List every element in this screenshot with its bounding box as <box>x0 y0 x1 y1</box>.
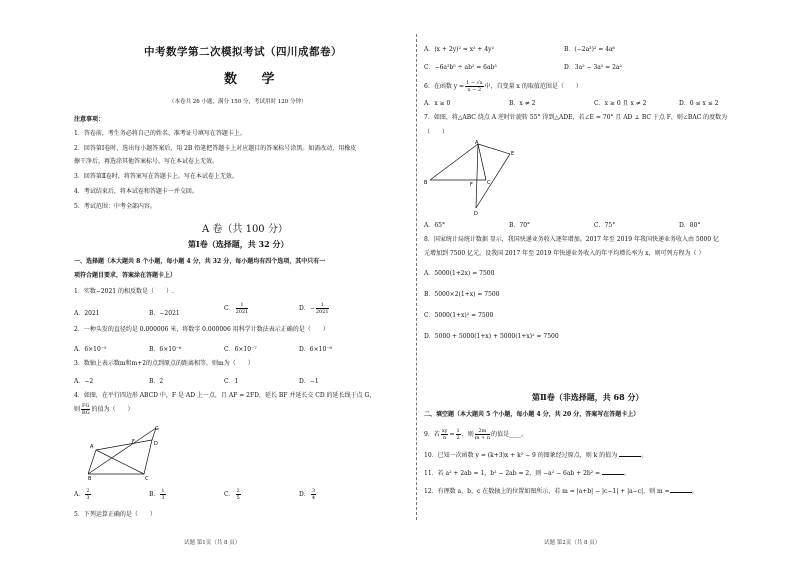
q4-option-d: D． $\frac{3}{4}$ <box>299 488 315 501</box>
q7-label-a: A <box>475 140 479 146</box>
q8-option-b: B．5000×2(1+x) = 7500 <box>424 291 500 298</box>
q7-option-d: D．80° <box>679 222 701 229</box>
section2-heading: 二、填空题（本大题共 5 个小题，每小题 4 分，共 20 分，答案写在答题卡上） <box>424 411 640 418</box>
q7-option-c: C．75° <box>594 222 616 229</box>
q4-label-d: D <box>154 441 158 447</box>
q8-option-a: A．5000(1+2x) = 7500 <box>424 270 495 277</box>
q2-option-b: B．6×10⁻⁶ <box>149 346 182 353</box>
q4-label-c: C <box>145 476 149 480</box>
notice-item: 1．答卷前，考生务必将自己的姓名、准考证号填写在答题卡上。 <box>74 130 246 137</box>
q2-option-a: A．6×10⁻⁵ <box>74 346 107 353</box>
q5-stem: 5．下列运算正确的是（ ） <box>74 511 156 518</box>
answer-blank <box>670 492 692 493</box>
q2-option-c: C．6×10⁻⁷ <box>224 346 257 353</box>
q4-label-b: B <box>88 476 92 480</box>
footer-right: 试题 第2页（共 8 页） <box>544 540 601 546</box>
q8-stem: 8．国家统计局统计数据 显示，我国快递业务收入逐年增加。2017 年至 2019 年我国快递业务收入由 5000 亿 <box>424 236 720 243</box>
exam-info: （本卷共 26 小题，满分 150 分，考试用时 120 分钟） <box>169 99 307 105</box>
q6-option-c: C．x ≥ 0 且 x ≠ 2 <box>594 100 647 107</box>
q5-option-b: B．(−2a³)² = 4a⁶ <box>564 46 615 53</box>
q1-stem: 1．实数−2021 的相反数是（ ）. <box>74 288 174 295</box>
column-divider <box>416 34 417 520</box>
footer-left: 试题 第1页（共 8 页） <box>184 540 241 546</box>
q4-option-c: C． $\frac{2}{5}$ <box>224 488 240 501</box>
q4-stem: 4．如图，在平行四边形 ABCD 中，F 是 AD 上一点，且 AF = 2FD，延长 BF 并延长交 CD 的延长线于点 G， <box>74 392 376 399</box>
q4-option-a: A． $\frac{2}{3}$ <box>74 488 90 501</box>
q7-stem: 7．如图，将△ABC 绕点 A 逆时针旋转 55° 得到△ADE，若∠E = 70° 且 AD ⊥ BC 于点 F，则∠BAC 的度数为 <box>424 114 728 121</box>
q11-stem: 11．若 a² + 2ab = 1，b² − 2ab = 2，则 −a² − 6ab + 2b² = 。 <box>424 470 631 477</box>
notice-item: 5．考试范围：中考全部内容。 <box>74 203 156 210</box>
subject-title: 数 学 <box>224 72 285 87</box>
q3-stem: 3．数轴上表示数m和m+2的点到原点的距离相等，则m为（ ） <box>74 360 254 367</box>
section1-heading: 一、选择题（本大题共 8 个小题，每小题 4 分，共 32 分，每小题均有四个选项，其中只有一 <box>74 258 326 265</box>
left-column <box>74 0 410 562</box>
notice-item: 2．回答第Ⅰ卷时，选出每小题答案后，用 2B 铅笔把答题卡上对应题目的答案标号涂黑。如需改动，用橡皮 <box>74 145 357 152</box>
q4-option-b: B． $\frac{1}{3}$ <box>149 488 165 501</box>
q1-option-c: C． $\frac{1}{2021}$ <box>224 302 249 315</box>
q7-option-a: A．65° <box>424 222 445 229</box>
part-a-title: A 卷（共 100 分） <box>202 224 288 235</box>
q10-stem: 10．已知一次函数 y = (k+3)x + k² − 9 的图象经过原点，则 k 的值为 。 <box>424 452 648 459</box>
q3-option-a: A．−2 <box>74 378 94 385</box>
q6-stem: 6．在函数 y = $\frac{1 - √x}{x - 2}$ 中，自变量 x 的取值范围是（ ） <box>424 80 582 93</box>
q4-parallelogram-figure <box>88 424 160 480</box>
q7-triangle-figure <box>424 140 524 216</box>
q1-option-b: B．−2021 <box>149 310 180 317</box>
q7-label-c: C <box>487 180 491 186</box>
q8-option-c: C．5000(1+x)² = 7500 <box>424 312 494 319</box>
q7-label-e: E <box>511 151 515 157</box>
q7-label-f: F <box>470 182 473 188</box>
notice-item: 3．回答第Ⅱ卷时，将答案写在答题卡上。写在本试卷上无效。 <box>74 173 238 180</box>
q7-option-b: B．70° <box>509 222 531 229</box>
q1-option-d: D．− $\frac{1}{2021}$ <box>299 302 329 315</box>
q6-option-d: D．0 ≤ x ≤ 2 <box>679 100 719 107</box>
section1-heading: 项符合题目要求，答案涂在答题卡上） <box>74 272 177 279</box>
q1-option-a: A．2021 <box>74 310 100 317</box>
exam-title: 中考数学第二次模拟考试（四川成都卷） <box>144 46 342 58</box>
q12-stem: 12．有理数 a、b、c 在数轴上的位置如图所示，若 m = |a+b| − |c−1| + |a−c|，则 m = 。 <box>424 488 698 495</box>
answer-blank <box>602 474 624 475</box>
notice-heading: 注意事项： <box>74 116 105 123</box>
q7-label-b: B <box>424 180 428 186</box>
q8-stem-line2: 元增加到 7500 亿元。设我国 2017 年至 2019 年快递业务收入的年平均增长率为 x，则可列方程为（ ） <box>424 250 705 257</box>
q7-stem-line2: （ ） <box>424 129 449 136</box>
q4-label-f: F <box>132 439 135 445</box>
q3-option-c: C．1 <box>224 378 239 385</box>
volume1-title: 第Ⅰ卷（选择题，共 32 分） <box>188 239 289 249</box>
answer-blank <box>619 456 641 457</box>
q3-option-b: B．2 <box>149 378 164 385</box>
q8-option-d: D．5000 + 5000(1+x) + 5000(1+x)² = 7500 <box>424 333 559 340</box>
notice-item: 擦干净后，再选涂其他答案标号。写在本试卷上无效。 <box>74 158 219 165</box>
q2-option-d: D．6×10⁻⁸ <box>299 346 332 353</box>
q7-label-d: D <box>474 211 478 216</box>
q3-option-d: D．−1 <box>299 378 319 385</box>
notice-item: 4．考试结束后，将本试卷和答题卡一并交回。 <box>74 188 198 195</box>
q5-option-c: C．−6a²b⁵ ÷ ab² = 6ab³ <box>424 64 497 71</box>
q5-option-a: A．(x + 2y)² = x² + 4y² <box>424 46 494 53</box>
q4-label-g: G <box>155 426 159 432</box>
q5-option-d: D．3a² − 3a² = 2a² <box>564 64 622 71</box>
volume2-title: 第Ⅱ卷（非选择题，共 68 分） <box>532 392 644 402</box>
q6-option-a: A．x ≥ 0 <box>424 100 451 107</box>
right-column <box>424 0 774 562</box>
q4-label-a: A <box>90 444 94 450</box>
q9-stem: 9．若 $\frac{xy}{n}$ = $\frac{1}{2}$ ，则 $\frac{2m}{m + n}$ 的值是____。 <box>424 428 528 441</box>
q4-stem-line2: 则 $\frac{FG}{BG}$ 的值为（ ） <box>74 403 134 416</box>
q6-option-b: B．x ≠ 2 <box>509 100 536 107</box>
q2-stem: 2．一种头发的直径约是 0.000006 米，将数字 0.000006 用科学计数法表示正确的是（ ） <box>74 326 329 333</box>
